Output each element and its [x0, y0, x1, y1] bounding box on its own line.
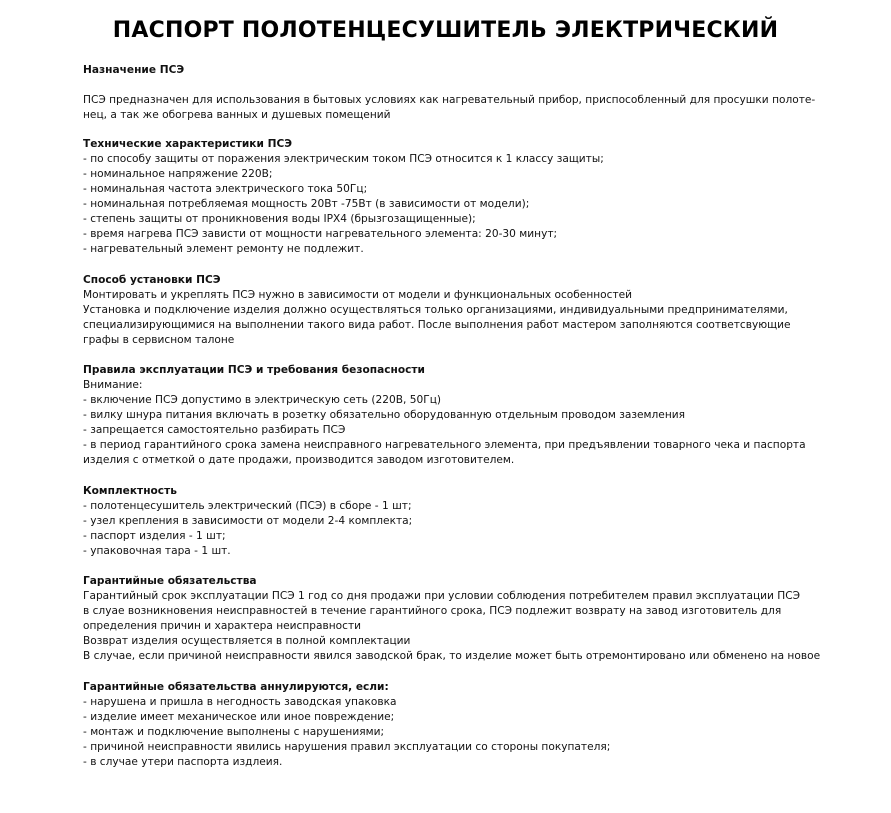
- warranty-line: определения причин и характера неисправности: [83, 620, 362, 632]
- kit-item: - упаковочная тара - 1 шт.: [83, 545, 231, 557]
- spec-item: - степень защиты от проникновения воды IPX4 (брызгозащищенные);: [83, 213, 476, 225]
- spec-item: - по способу защиты от поражения электрическим током ПСЭ относится к 1 классу защиты;: [83, 153, 604, 165]
- section-rules: [83, 363, 873, 468]
- section-specs: [83, 137, 873, 257]
- purpose-line: ПСЭ предназначен для использования в бытовых условиях как нагревательный прибор, приспособленный для просушки полоте-: [83, 94, 816, 106]
- void-item: - причиной неисправности явились нарушения правил эксплуатации со стороны покупателя;: [83, 741, 611, 753]
- section-heading-purpose: Назначение ПСЭ: [83, 64, 185, 76]
- spec-item: - номинальная частота электрического тока 50Гц;: [83, 183, 368, 195]
- rules-line: - включение ПСЭ допустимо в электрическую сеть (220В, 50Гц): [83, 394, 442, 406]
- install-line: Установка и подключение изделия должно осуществляться только организациями, индивидуальными предпринимателями,: [83, 304, 788, 316]
- section-warranty-void: [83, 680, 873, 770]
- section-heading-specs: Технические характеристики ПСЭ: [83, 138, 293, 150]
- purpose-line: нец, а так же обогрева ванных и душевых помещений: [83, 109, 391, 121]
- void-item: - нарушена и пришла в негодность заводская упаковка: [83, 696, 397, 708]
- warranty-line: Возврат изделия осуществляется в полной комплектации: [83, 635, 411, 647]
- install-line: специализирующимися на выполнении такого вида работ. После выполнения работ мастером заполняются соответсвующие: [83, 319, 791, 331]
- rules-line: - запрещается самостоятельно разбирать ПСЭ: [83, 424, 346, 436]
- kit-item: - узел крепления в зависимости от модели 2-4 комплекта;: [83, 515, 413, 527]
- rules-line: - в период гарантийного срока замена неисправного нагревательного элемента, при предъявлении товарного чека и паспорта: [83, 439, 806, 451]
- kit-item: - полотенцесушитель электрический (ПСЭ) в сборе - 1 шт;: [83, 500, 412, 512]
- rules-line: изделия с отметкой о дате продажи, производится заводом изготовителем.: [83, 454, 515, 466]
- install-line: графы в сервисном талоне: [83, 334, 235, 346]
- spec-item: - номинальное напряжение 220В;: [83, 168, 273, 180]
- section-install: [83, 273, 873, 348]
- kit-item: - паспорт изделия - 1 шт;: [83, 530, 226, 542]
- warranty-line: в слуае возникновения неисправностей в течение гарантийного срока, ПСЭ подлежит возврату на завод изготовитель для: [83, 605, 782, 617]
- section-warranty: [83, 574, 873, 664]
- section-heading-install: Способ установки ПСЭ: [83, 274, 221, 286]
- section-heading-rules: Правила эксплуатации ПСЭ и требования безопасности: [83, 364, 425, 376]
- warranty-line: В случае, если причиной неисправности явился заводской брак, то изделие может быть отремонтировано или обменено на новое: [83, 650, 821, 662]
- section-heading-warranty: Гарантийные обязательства: [83, 575, 257, 587]
- void-item: - в случае утери паспорта издлеия.: [83, 756, 283, 768]
- void-item: - монтаж и подключение выполнены с нарушениями;: [83, 726, 385, 738]
- section-purpose: [83, 63, 873, 123]
- warranty-line: Гарантийный срок эксплуатации ПСЭ 1 год со дня продажи при условии соблюдения потребителем правил эксплуатации ПСЭ: [83, 590, 801, 602]
- document-title: ПАСПОРТ ПОЛОТЕНЦЕСУШИТЕЛЬ ЭЛЕКТРИЧЕСКИЙ: [112, 18, 779, 43]
- spec-item: - номинальная потребляемая мощность 20Вт -75Вт (в зависимости от модели);: [83, 198, 530, 210]
- section-kit: [83, 484, 873, 559]
- void-item: - изделие имеет механическое или иное повреждение;: [83, 711, 395, 723]
- section-heading-warranty-void: Гарантийные обязательства аннулируются, если:: [83, 681, 389, 693]
- rules-line: - вилку шнура питания включать в розетку обязательно оборудованную отдельным проводом заземления: [83, 409, 686, 421]
- section-heading-kit: Комплектность: [83, 485, 177, 497]
- rules-line: Внимание:: [83, 379, 143, 391]
- install-line: Монтировать и укреплять ПСЭ нужно в зависимости от модели и функциональных особенностей: [83, 289, 633, 301]
- spec-item: - время нагрева ПСЭ зависти от мощности нагревательного элемента: 20-30 минут;: [83, 228, 558, 240]
- spec-item: - нагревательный элемент ремонту не подлежит.: [83, 243, 364, 255]
